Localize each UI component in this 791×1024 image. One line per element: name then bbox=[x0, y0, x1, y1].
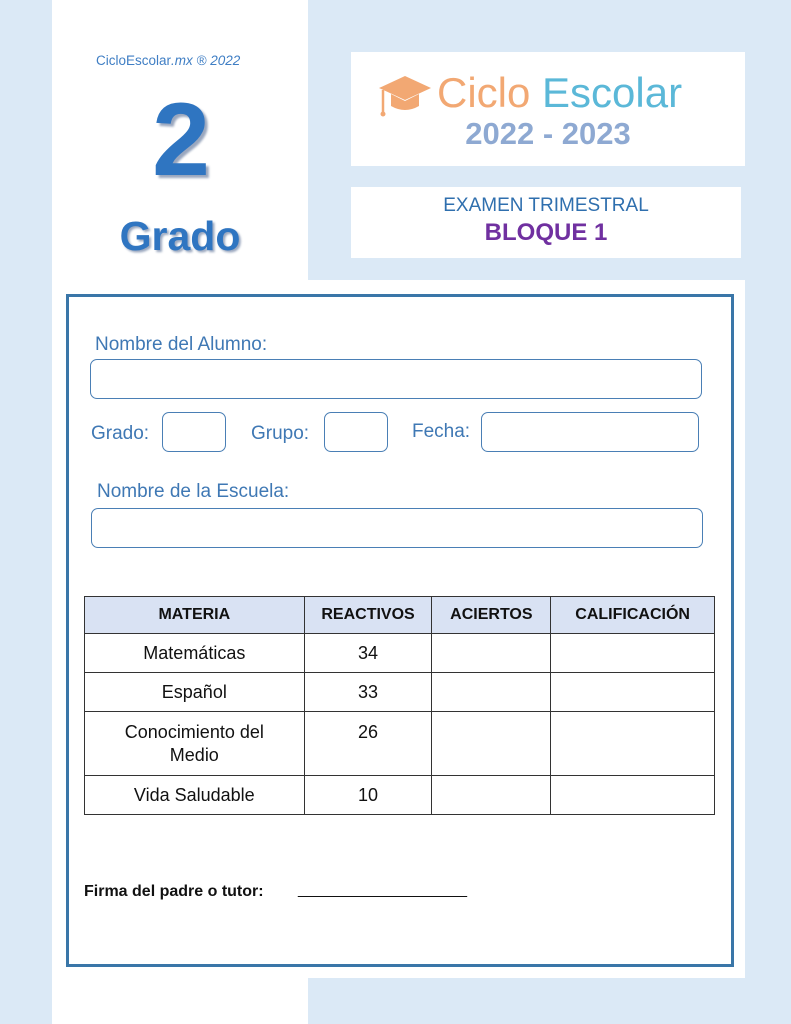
correct-cell[interactable] bbox=[432, 673, 551, 712]
grade-field[interactable] bbox=[162, 412, 226, 452]
grade-number: 2 bbox=[152, 82, 210, 198]
background-stripe-right bbox=[745, 280, 791, 980]
subject-cell: Vida Saludable bbox=[85, 776, 305, 815]
correct-cell[interactable] bbox=[432, 776, 551, 815]
logo-title-ciclo: Ciclo bbox=[437, 69, 531, 116]
header-aciertos: ACIERTOS bbox=[432, 597, 551, 634]
subject-cell: Matemáticas bbox=[85, 634, 305, 673]
items-cell: 10 bbox=[304, 776, 432, 815]
logo-box bbox=[351, 52, 745, 166]
exam-box bbox=[351, 187, 741, 258]
brand-name: CicloEscolar bbox=[96, 53, 172, 68]
logo-title-escolar: Escolar bbox=[542, 69, 683, 116]
table-row bbox=[85, 776, 715, 815]
brand-suffix: .mx ® 2022 bbox=[171, 53, 241, 68]
graduation-cap-icon bbox=[377, 72, 433, 122]
items-cell: 33 bbox=[304, 673, 432, 712]
logo-years: 2022 - 2023 bbox=[465, 116, 631, 151]
exam-title: EXAMEN TRIMESTRAL bbox=[443, 195, 649, 216]
background-stripe-left bbox=[0, 0, 52, 1024]
brand-credit bbox=[96, 53, 266, 68]
school-name-field[interactable] bbox=[91, 508, 703, 548]
signature-line[interactable]: ___________________ bbox=[298, 881, 468, 898]
school-name-label: Nombre de la Escuela: bbox=[97, 481, 290, 502]
background-panel-bottom bbox=[308, 978, 791, 1024]
table-row bbox=[85, 673, 715, 712]
logo-title bbox=[437, 69, 683, 116]
signature-label: Firma del padre o tutor: bbox=[84, 883, 264, 900]
grade-label: Grado bbox=[119, 213, 241, 259]
header-reactivos: REACTIVOS bbox=[304, 597, 432, 634]
items-cell: 26 bbox=[304, 712, 432, 776]
subject-cell: Español bbox=[85, 673, 305, 712]
table-row bbox=[85, 712, 715, 776]
date-field[interactable] bbox=[481, 412, 699, 452]
subject-cell: Conocimiento del Medio bbox=[85, 712, 305, 776]
student-name-field[interactable] bbox=[90, 359, 702, 399]
table-row bbox=[85, 634, 715, 673]
header-calificacion: CALIFICACIÓN bbox=[551, 597, 715, 634]
student-name-label: Nombre del Alumno: bbox=[95, 334, 268, 355]
grades-table bbox=[84, 596, 715, 815]
items-cell: 34 bbox=[304, 634, 432, 673]
table-header-row bbox=[85, 597, 715, 634]
exam-block: BLOQUE 1 bbox=[484, 219, 608, 246]
grade-field-label: Grado: bbox=[91, 423, 150, 444]
score-cell[interactable] bbox=[551, 712, 715, 776]
score-cell[interactable] bbox=[551, 634, 715, 673]
score-cell[interactable] bbox=[551, 673, 715, 712]
header-materia: MATERIA bbox=[85, 597, 305, 634]
correct-cell[interactable] bbox=[432, 634, 551, 673]
group-field-label: Grupo: bbox=[251, 423, 310, 444]
score-cell[interactable] bbox=[551, 776, 715, 815]
correct-cell[interactable] bbox=[432, 712, 551, 776]
date-field-label: Fecha: bbox=[412, 421, 471, 442]
group-field[interactable] bbox=[324, 412, 388, 452]
